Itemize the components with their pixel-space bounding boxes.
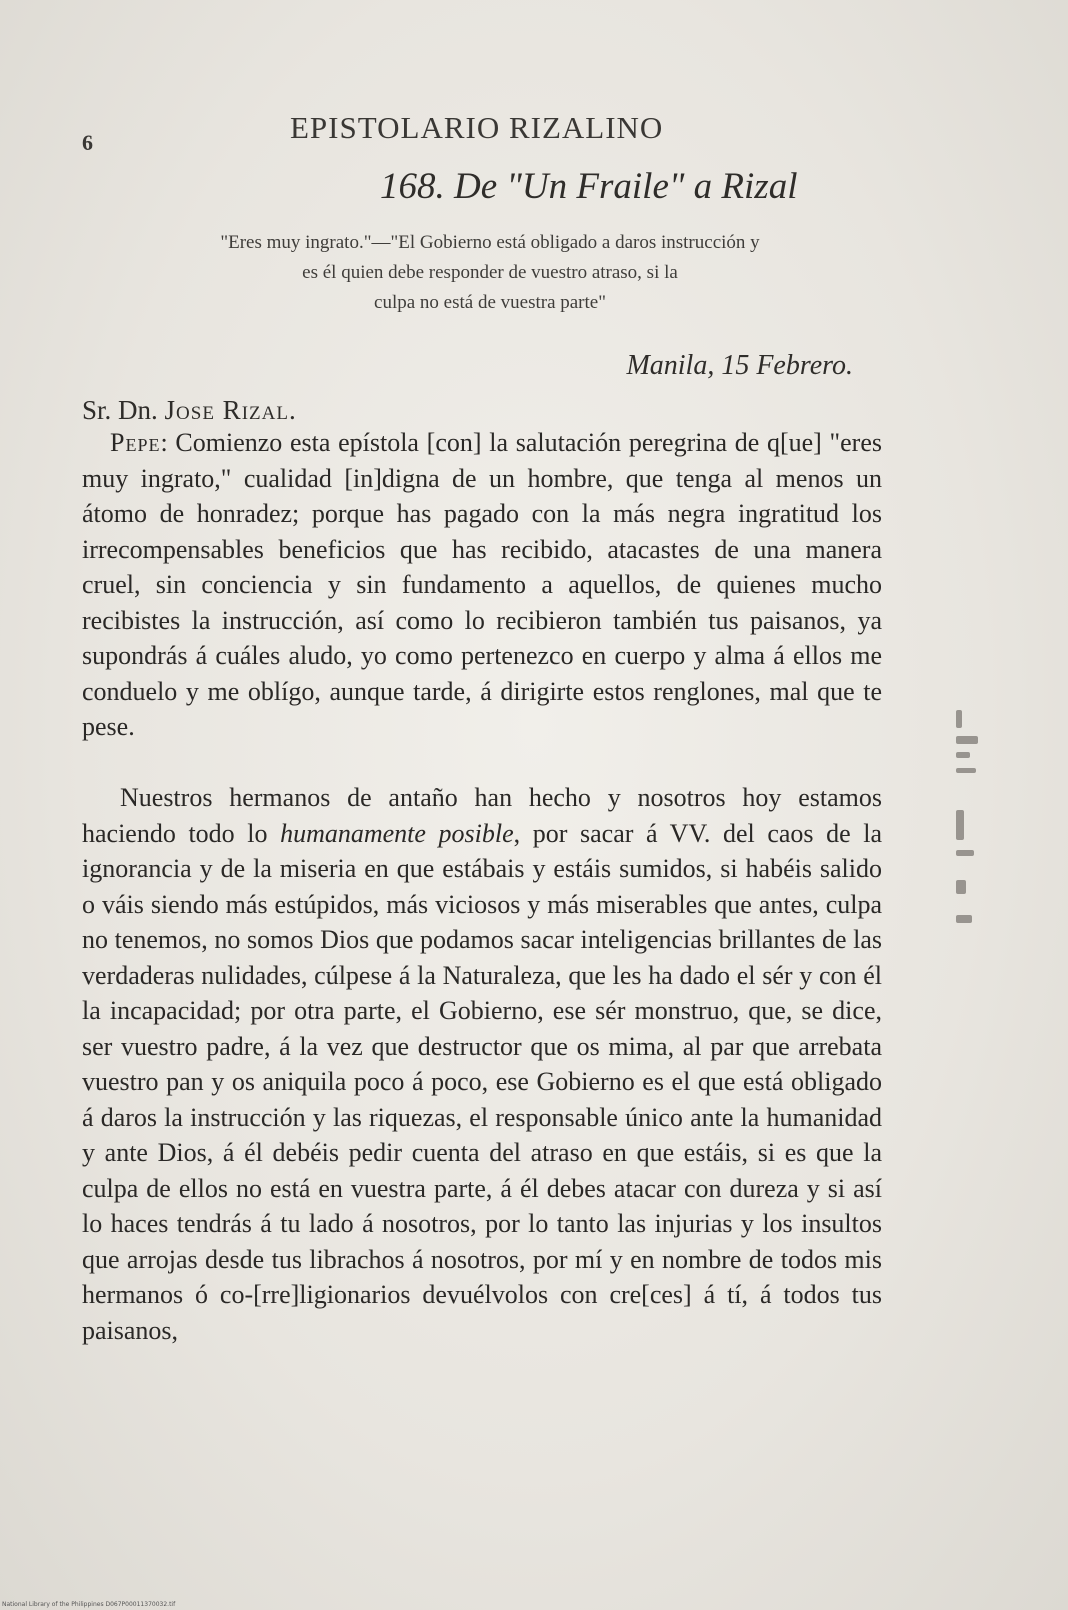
running-title: EPISTOLARIO RIZALINO bbox=[290, 110, 664, 145]
paragraph-text: , por sacar á VV. del caos de la ignorancia y de la miseria en que estábais y estáis sumidos, si habéis salido o váis siendo más estúpidos, más viciosos y más miserables que antes, culpa no tenemos, no somos Dios que podamos sacar inteligencias brillantes de las verdaderas nulidades, cúlpese á la Naturaleza, que les ha dado el sér y con él la incapacidad; por otra parte, el Gobierno, ese sér monstruo, que, se dice, ser vuestro padre, á la vez que destructor que os mima, al par que arrebata vuestro pan y os aniquila poco á poco, ese Gobierno es el que está obligado á daros la instrucción y las riquezas, el responsable único ante la humanidad y ante Dios, á él debéis pedir cuenta del atraso en que estáis, si es que la culpa de ellos no está en vuestra parte, á él debes atacar con dureza y si así lo haces tendrás á tu lado á nosotros, por lo tanto las injurias y los insultos que arrojas desde tus librachos á nosotros, por mí y en nombre de todos mis hermanos ó co-[rre]ligionarios devuélvolos con cre[ces] á tí, á todos tus paisanos, bbox=[82, 818, 883, 1345]
summary-line: "Eres muy ingrato."—"El Gobierno está obligado a daros instrucción y bbox=[220, 232, 760, 253]
scan-credit: National Library of the Philippines D067P00011370032.tif bbox=[2, 1601, 176, 1608]
letter-summary bbox=[90, 228, 890, 318]
salutation: Pepe bbox=[110, 428, 161, 457]
body-paragraph bbox=[82, 425, 882, 745]
letter-title: 168. De "Un Fraile" a Rizal bbox=[380, 166, 798, 207]
summary-line: culpa no está de vuestra parte" bbox=[374, 292, 606, 313]
paragraph-text: Nuestros hermanos de antaño han hecho y nosotros hoy estamos haciendo todo lo bbox=[82, 783, 882, 848]
place-date: Manila, 15 Febrero. bbox=[626, 350, 853, 381]
paragraph-text: : Comienzo esta epístola [con] la salutación peregrina de q[ue] "eres muy ingrato," cualidad [in]digna de un hombre, que tenga al menos un átomo de honradez; porque has pagado con la más negra ingratitud los irrecompensables beneficios que has recibido, atacastes de una manera cruel, sin conciencia y sin fundamento a aquellos, de quienes mucho recibistes la instrucción, así como lo recibieron también tus paisanos, ya supondrás á cuáles aludo, yo como pertenezco en cuerpo y alma á ellos me conduelo y me oblígo, aunque tarde, á dirigirte estos renglones, mal que te pese. bbox=[82, 428, 882, 741]
recipient-name: Jose Rizal. bbox=[164, 395, 297, 425]
recipient bbox=[82, 395, 297, 426]
recipient-prefix: Sr. Dn. bbox=[82, 395, 158, 425]
margin-stamp-mark bbox=[956, 710, 986, 940]
page-number: 6 bbox=[82, 130, 93, 155]
summary-line: es él quien debe responder de vuestro atraso, si la bbox=[302, 262, 678, 283]
body-paragraph bbox=[82, 780, 882, 1348]
emphasis-text: humanamente posible bbox=[280, 818, 514, 848]
